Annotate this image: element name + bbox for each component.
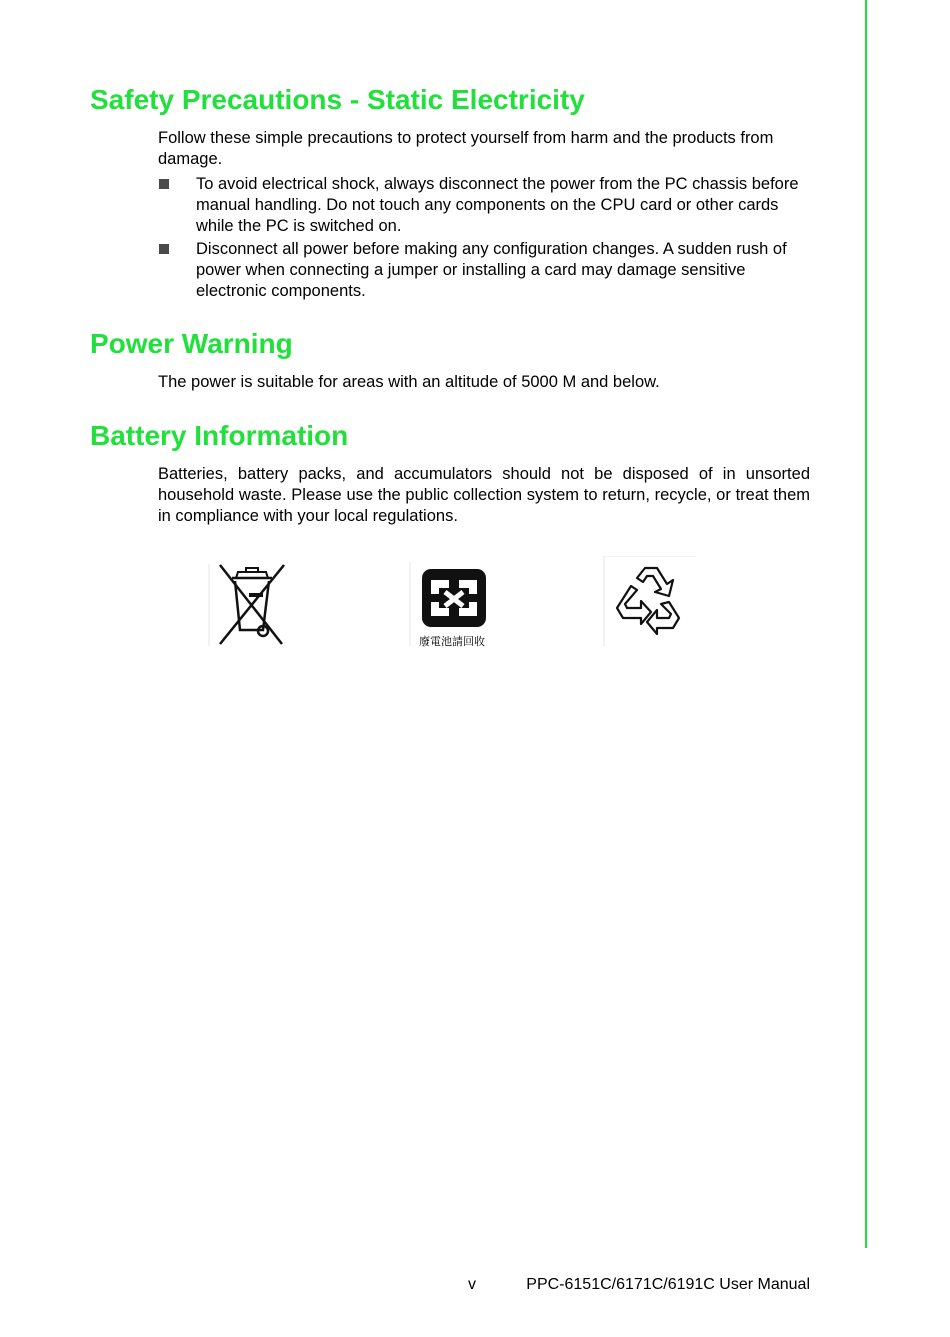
battery-paragraph: Batteries, battery packs, and accumulators should not be disposed of in unsorted household waste. Please use the public collection system to return, recycle, or treat them in compliance with your local regulations. bbox=[158, 465, 810, 525]
square-bullet-icon bbox=[159, 244, 169, 254]
page-side-rule bbox=[865, 0, 867, 1248]
static-intro-paragraph: Follow these simple precautions to protect yourself from harm and the products from damage. bbox=[158, 129, 774, 168]
static-bullet-item bbox=[158, 174, 810, 237]
static-bullet-text: To avoid electrical shock, always disconnect the power from the PC chassis before manual handling. Do not touch any components on the CPU card or other cards while the PC is switched on. bbox=[196, 175, 799, 235]
battery-recycling-label: 廢電池請回收 bbox=[419, 635, 485, 648]
manual-title: PPC-6151C/6171C/6191C User Manual bbox=[526, 1276, 810, 1293]
square-bullet-icon bbox=[159, 179, 169, 189]
recycle-arrows-icon bbox=[603, 556, 697, 646]
crossed-out-wheelie-bin-icon bbox=[208, 556, 294, 646]
static-bullet-item bbox=[158, 239, 810, 302]
taiwan-battery-recycling-icon bbox=[409, 562, 495, 652]
power-warning-paragraph: The power is suitable for areas with an altitude of 5000 M and below. bbox=[158, 373, 660, 391]
static-bullet-text: Disconnect all power before making any configuration changes. A sudden rush of power when connecting a jumper or installing a card may damage sensitive electronic components. bbox=[196, 240, 787, 300]
heading-battery-information: Battery Information bbox=[90, 420, 349, 451]
heading-power-warning: Power Warning bbox=[90, 328, 293, 359]
heading-static-electricity: Safety Precautions - Static Electricity bbox=[90, 84, 585, 115]
page-number: v bbox=[468, 1276, 476, 1293]
